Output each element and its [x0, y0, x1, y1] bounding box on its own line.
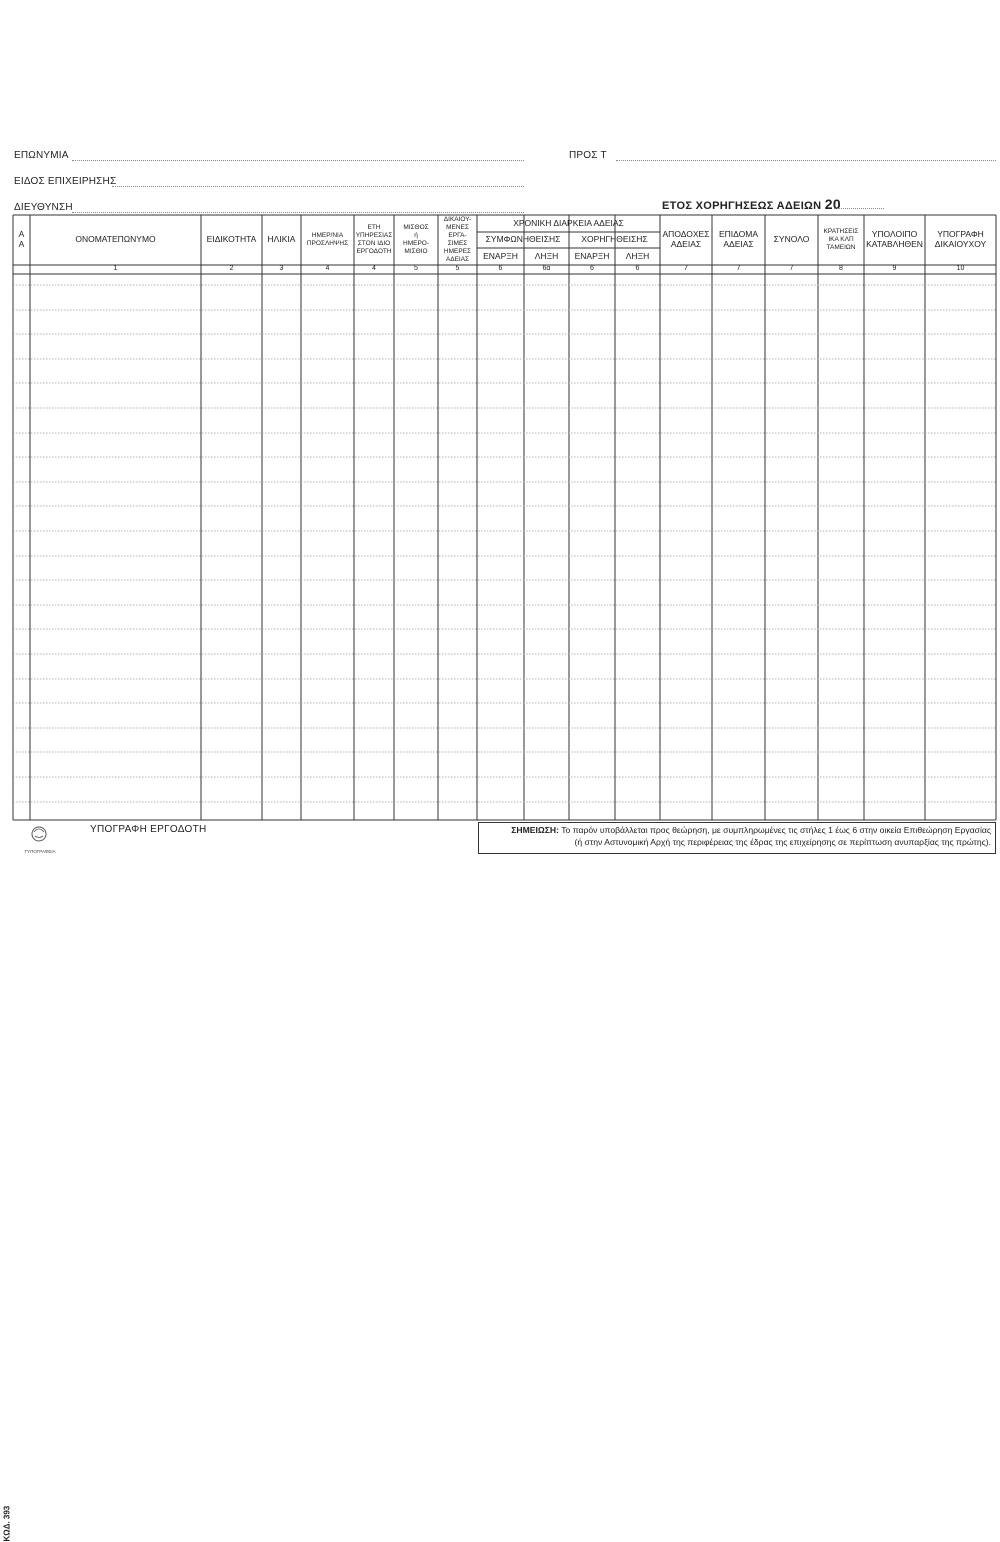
col-header-name: ΟΝΟΜΑΤΕΠΩΝΥΜΟ	[75, 234, 156, 245]
col-number: 7	[736, 265, 741, 273]
col-number: 8	[839, 265, 843, 273]
col-header-entitled-days: ΔΙΚΑΙΟΥ- ΜΕΝΕΣ ΕΡΓΑ- ΣΙΜΕΣ ΗΜΕΡΕΣ ΑΔΕΙΑΣ	[443, 215, 472, 264]
col-header-salary: ΜΙΣΘΟΣ ή ΗΜΕΡΟ- ΜΙΣΘΙΟ	[403, 223, 429, 256]
col-number: 9	[892, 265, 897, 273]
year-title-label: ΕΤΟΣ ΧΟΡΗΓΗΣΕΩΣ ΑΔΕΙΩΝ	[662, 200, 822, 212]
col-header-duration: ΧΡΟΝΙΚΗ ΔΙΑΡΚΕΙΑ ΑΔΕΙΑΣ	[513, 217, 624, 228]
table-row[interactable]	[13, 643, 996, 667]
col-number: 7	[684, 265, 688, 273]
col-header-hire-date: ΗΜΕΡ/ΝΙΑ ΠΡΟΣΛΗΨΗΣ	[306, 231, 349, 247]
employer-signature-label: ΥΠΟΓΡΑΦΗ ΕΡΓΟΔΟΤΗ	[90, 824, 207, 835]
table-row[interactable]	[13, 471, 996, 495]
code-wrapper	[0, 762, 24, 1542]
col-header-granted: ΧΟΡΗΓΗΘΕΙΣΗΣ	[581, 234, 648, 245]
col-header-granted-end: ΛΗΞΗ	[625, 250, 650, 261]
table-row[interactable]	[13, 766, 996, 790]
table-row[interactable]	[13, 569, 996, 593]
col-header-agreed-start: ΕΝΑΡΞΗ	[483, 250, 518, 261]
eponymia-label: ΕΠΩΝΥΜΙΑ	[14, 150, 69, 161]
address-label: ΔΙΕΥΘΥΝΣΗ	[14, 202, 73, 213]
table-row[interactable]	[13, 545, 996, 569]
table-row[interactable]	[13, 520, 996, 544]
col-number: 4	[372, 265, 376, 273]
col-number: 2	[229, 265, 234, 273]
table-row[interactable]	[13, 717, 996, 741]
col-number: 6α	[542, 265, 551, 273]
col-number: 6	[590, 265, 594, 273]
table-row[interactable]	[13, 274, 996, 298]
col-number: 1	[113, 265, 118, 273]
col-header-granted-start: ΕΝΑΡΞΗ	[574, 250, 610, 261]
col-header-leave-bonus: ΕΠΙΔΟΜΑ ΑΔΕΙΑΣ	[718, 229, 759, 249]
col-number: 4	[325, 265, 330, 273]
col-header-age: ΗΛΙΚΙΑ	[267, 234, 296, 245]
col-header-specialty: ΕΙΔΙΚΟΤΗΤΑ	[206, 234, 257, 245]
logo-text: ΤΥΠΟΓΡΑΦΕΙΑ	[24, 849, 56, 854]
table-row[interactable]	[13, 594, 996, 618]
col-number: 3	[279, 265, 284, 273]
business-type-label: ΕΙΔΟΣ ΕΠΙΧΕΙΡΗΣΗΣ	[14, 176, 117, 187]
table-row[interactable]	[13, 495, 996, 519]
year-prefix: 20	[824, 196, 841, 212]
note-box	[478, 822, 996, 854]
col-header-signature: ΥΠΟΓΡΑΦΗ ΔΙΚΑΙΟΥΧΟΥ	[934, 229, 987, 249]
col-header-aa: Α Α	[18, 229, 25, 249]
table-row[interactable]	[13, 323, 996, 347]
col-number: 10	[956, 265, 965, 273]
recipient-label: ΠΡΟΣ Τ	[569, 150, 607, 161]
col-header-total: ΣΥΝΟΛΟ	[773, 234, 810, 245]
col-number: 6	[498, 265, 503, 273]
note-text-1: Το παρόν υποβάλλεται προς θεώρηση, με συμπληρωμένες τις στήλες 1 έως 6 στην οικεία Επιθεώρηση Εργασίας	[559, 825, 991, 835]
col-header-agreed-end: ΛΗΞΗ	[534, 250, 559, 261]
col-header-agreed: ΣΥΜΦΩΝΗΘΕΙΣΗΣ	[485, 234, 561, 245]
table-row[interactable]	[13, 692, 996, 716]
table-row[interactable]	[13, 348, 996, 372]
table-row[interactable]	[13, 446, 996, 470]
note-line-2: (ή στην Αστυνομική Αρχή της περιφέρειας της έδρας της επιχείρησης σε περίπτωση ανυπαρξίας της πρώτης).	[574, 836, 991, 847]
table-row[interactable]	[13, 741, 996, 765]
col-header-leave-pay: ΑΠΟΔΟΧΕΣ ΑΔΕΙΑΣ	[662, 229, 710, 249]
table-row[interactable]	[13, 791, 996, 815]
col-number: 7	[789, 265, 794, 273]
note-label: ΣΗΜΕΙΩΣΗ:	[511, 825, 559, 835]
form-code: ΚΩΔ. 393	[2, 1505, 12, 1542]
table-row[interactable]	[13, 372, 996, 396]
table-row[interactable]	[13, 668, 996, 692]
col-number: 6	[635, 265, 640, 273]
col-number: 5	[414, 265, 418, 273]
table-row[interactable]	[13, 397, 996, 421]
col-number: 5	[455, 265, 460, 273]
col-header-balance: ΥΠΟΛΟΙΠΟ ΚΑΤΑΒΛΗΘΕΝ	[866, 229, 923, 249]
col-header-years: ΕΤΗ ΥΠΗΡΕΣΙΑΣ ΣΤΟΝ ΙΔΙΟ ΕΡΓΟΔΟΤΗ	[355, 223, 393, 256]
col-header-deductions: ΚΡΑΤΗΣΕΙΣ ΙΚΑ ΚΛΠ ΤΑΜΕΙΩΝ	[823, 227, 859, 252]
table-row[interactable]	[13, 422, 996, 446]
printer-logo-icon	[22, 822, 58, 858]
table-row[interactable]	[13, 618, 996, 642]
table-row[interactable]	[13, 299, 996, 323]
note-line-1	[483, 825, 991, 837]
